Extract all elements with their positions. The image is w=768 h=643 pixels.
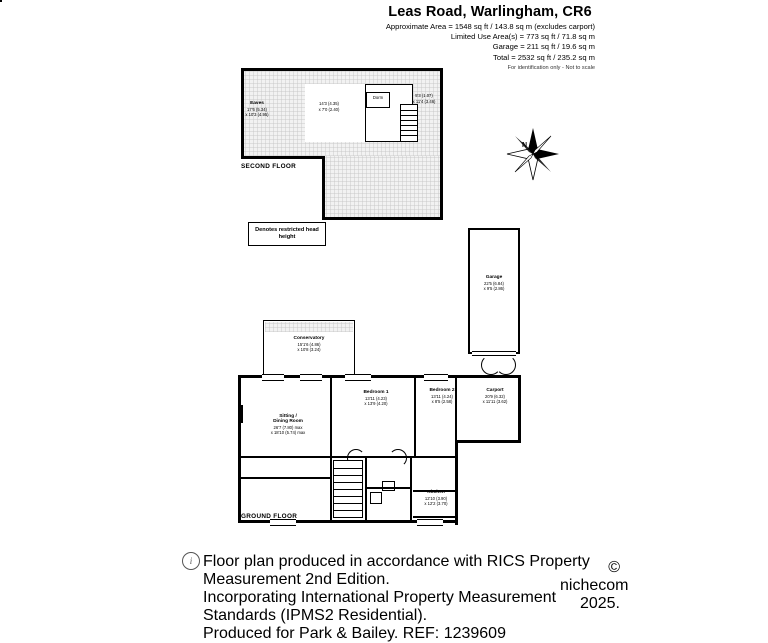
sitting-room-name: Sitting / Dining Room	[273, 414, 303, 425]
door-arc-garage-2	[496, 355, 516, 375]
compass-north-label: N	[522, 142, 528, 149]
loft-room-left	[305, 84, 366, 142]
area-summary	[330, 22, 595, 63]
second-floor-stairs	[400, 104, 418, 142]
wall-ground-left-upper	[238, 375, 241, 480]
wall-internal-7	[241, 477, 331, 479]
bay-window-left	[239, 405, 243, 423]
window-bottom-2	[417, 519, 443, 526]
kitchen-counter-bottom	[413, 516, 455, 518]
wall-second-bottom	[322, 217, 443, 220]
footer-line-2: Incorporating International Property Measurement Standards (IPMS2 Residential).	[203, 589, 557, 624]
room-label-eaves-small: 5'3 (1.07) x 11'4 (3.46)	[412, 93, 436, 104]
window-top-1	[262, 374, 284, 381]
floor-label-ground: GROUND FLOOR	[241, 513, 298, 520]
room-label-eaves: Eaves 17'6 (5.34) x 10'3 (4.95)	[245, 101, 269, 118]
wall-ground-right-upper	[518, 375, 521, 443]
fixture-bath	[382, 481, 395, 491]
wall-internal-4	[365, 458, 367, 520]
room-label-bedroom2: Bedroom 2 13'11 (4.24) x 8'5 (2.58)	[429, 388, 455, 405]
conservatory-glazing	[265, 322, 353, 332]
wall-second-midbottom	[241, 156, 325, 159]
wall-carport-bottom	[455, 440, 521, 443]
summary-line-garage: Garage = 211 sq ft / 19.6 sq m	[492, 42, 595, 52]
floor-label-second: SECOND FLOOR	[241, 163, 297, 170]
window-top-3	[345, 374, 371, 381]
wall-internal-1	[330, 378, 332, 458]
spacer	[0, 0, 2, 2]
footer-line-1: Floor plan produced in accordance with RICS Property Measurement 2nd Edition.	[203, 553, 590, 588]
window-top-2	[300, 374, 322, 381]
room-label-conservatory: Conservatory 15'1'6 (4.86) x 10'8 (3.24)	[293, 336, 325, 353]
summary-line-limited: Limited Use Area(s) = 773 sq ft / 71.8 sq m	[450, 32, 595, 42]
compass-rose	[505, 126, 561, 182]
door-arc-2	[389, 449, 407, 467]
wall-internal-3	[330, 456, 332, 520]
wall-internal-2	[414, 378, 416, 458]
window-top-4	[424, 374, 448, 381]
ground-floor-stairs	[333, 460, 363, 518]
second-floor-lower-hatch	[322, 156, 443, 218]
wall-second-step	[322, 156, 325, 220]
room-label-loft-room: 14'3 (4.35) x 7'0 (2.40)	[318, 101, 340, 112]
summary-line-total: Total = 2532 sq ft / 235.2 sq m	[493, 52, 595, 62]
restricted-head-height-note: Denotes restricted head height	[248, 222, 326, 246]
room-label-sitting-dining: Sitting / Dining Room 26'7 (7.80) max x 18'10 (5.74) max	[256, 414, 320, 436]
wall-second-right	[440, 68, 443, 220]
room-label-bedroom1: Bedroom 1 13'11 (4.23) x 13'9 (4.20)	[363, 390, 389, 407]
fixture-shower	[370, 492, 382, 504]
wall-second-top	[241, 68, 443, 71]
room-label-dorm: Dorm	[372, 95, 384, 100]
info-icon: i	[182, 552, 200, 570]
footer-line-3: Produced for Park & Bailey. REF: 1239609	[203, 625, 506, 642]
wall-internal-5	[410, 458, 412, 520]
wall-ground-right-lower	[455, 440, 458, 525]
page-title: Leas Road, Warlingham, CR6	[388, 4, 592, 20]
summary-line-approx: Approximate Area = 1548 sq ft / 143.8 sq m (excludes carport)	[385, 22, 595, 31]
disclaimer-text: For identification only - Not to scale	[507, 65, 595, 71]
room-label-kitchen: Kitchen 12'10 (3.90) x 12'2 (3.70)	[424, 490, 448, 507]
room-label-carport: Carport 20'9 (6.32) x 11'11 (3.62)	[482, 388, 508, 405]
footer-copyright: © nichecom 2025.	[560, 559, 629, 612]
window-bottom-1	[270, 519, 296, 526]
room-label-garage: Garage 22'5 (6.84) x 9'5 (2.86)	[483, 275, 505, 292]
footer-credits	[203, 553, 603, 643]
